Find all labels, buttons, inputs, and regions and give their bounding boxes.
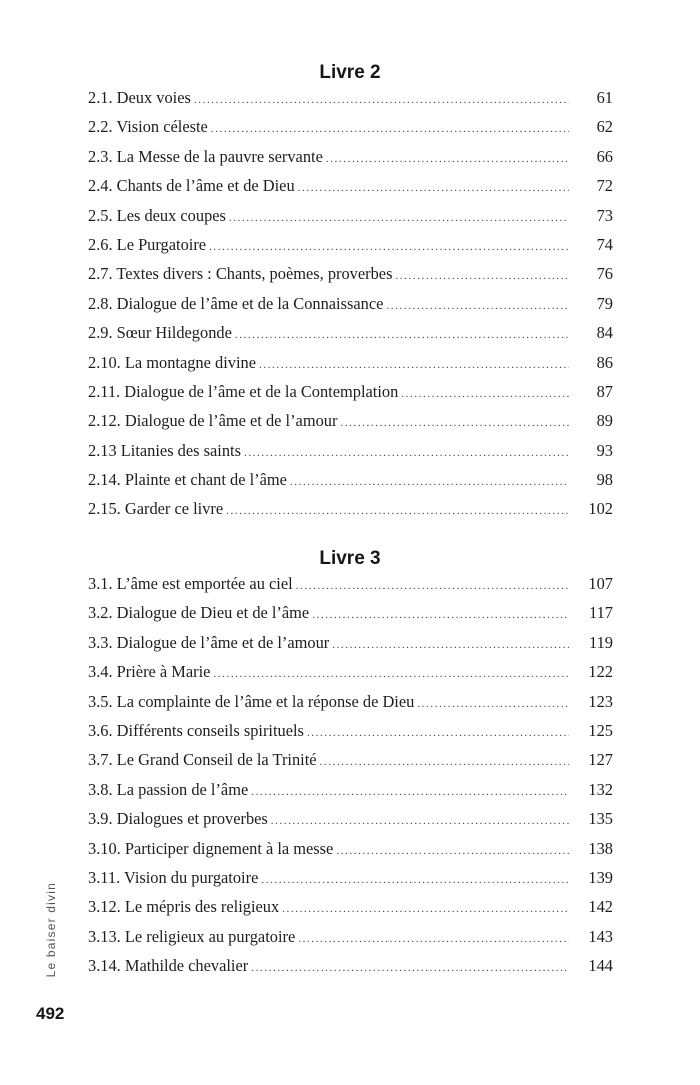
toc-entry-title: 2.2. Vision céleste bbox=[88, 117, 208, 137]
dot-leader bbox=[340, 417, 569, 429]
dot-leader bbox=[290, 476, 569, 488]
toc-entry bbox=[88, 750, 613, 779]
dot-leader bbox=[332, 639, 569, 651]
toc-entry-title: 2.12. Dialogue de l’âme et de l’amour bbox=[88, 411, 338, 431]
dot-leader bbox=[235, 329, 569, 341]
dot-leader bbox=[307, 727, 569, 739]
toc-entry-title: 2.6. Le Purgatoire bbox=[88, 234, 207, 254]
toc-entry bbox=[88, 603, 613, 632]
toc-entry-title: 3.10. Participer dignement à la messe bbox=[88, 838, 334, 858]
toc-entry-page: 79 bbox=[596, 293, 613, 313]
toc-entry-title: 3.5. La complainte de l’âme et la réponse de Dieu bbox=[88, 691, 415, 711]
dot-leader bbox=[213, 668, 569, 680]
toc-entry-title: 2.4. Chants de l’âme et de Dieu bbox=[88, 176, 295, 196]
dot-leader bbox=[271, 815, 569, 827]
dot-leader bbox=[211, 123, 569, 135]
dot-leader bbox=[298, 933, 569, 945]
toc-entry bbox=[88, 839, 613, 868]
toc-entry bbox=[88, 868, 613, 897]
dot-leader bbox=[401, 388, 569, 400]
book3-heading: Livre 3 bbox=[319, 548, 381, 569]
toc-entry-title: 3.11. Vision du purgatoire bbox=[88, 867, 259, 887]
toc-entry-title: 2.13 Litanies des saints bbox=[88, 440, 241, 460]
toc-entry bbox=[88, 147, 613, 176]
toc-entry-title: 2.1. Deux voies bbox=[88, 88, 191, 107]
book2-heading: Livre 2 bbox=[319, 62, 381, 83]
toc-entry-title: 3.2. Dialogue de Dieu et de l’âme bbox=[88, 603, 310, 623]
toc-entry-title: 2.8. Dialogue de l’âme et de la Connaissance bbox=[88, 293, 384, 313]
toc-entry bbox=[88, 294, 613, 323]
dot-leader bbox=[226, 505, 569, 517]
toc-entry-title: 2.7. Textes divers : Chants, poèmes, proverbes bbox=[88, 264, 393, 284]
toc-entry-title: 2.14. Plainte et chant de l’âme bbox=[88, 470, 287, 490]
toc-entry-title: 3.13. Le religieux au purgatoire bbox=[88, 926, 296, 946]
dot-leader bbox=[386, 300, 569, 312]
toc-entry-page: 73 bbox=[596, 205, 613, 225]
toc-entry-page: 127 bbox=[588, 750, 613, 770]
toc-entry-title: 3.6. Différents conseils spirituels bbox=[88, 720, 304, 740]
page-number: 492 bbox=[36, 1004, 65, 1023]
dot-leader bbox=[229, 212, 569, 224]
toc-entry-title: 3.4. Prière à Marie bbox=[88, 662, 211, 682]
toc-entry-page: 86 bbox=[596, 352, 613, 372]
toc-entry bbox=[88, 927, 613, 956]
dot-leader bbox=[194, 94, 569, 106]
toc-entry bbox=[88, 897, 613, 926]
dot-leader bbox=[417, 698, 569, 710]
toc-entry-page: 117 bbox=[589, 603, 613, 623]
toc-entry bbox=[88, 574, 613, 603]
dot-leader bbox=[244, 447, 569, 459]
toc-entry-title: 3.3. Dialogue de l’âme et de l’amour bbox=[88, 632, 330, 652]
toc-entry-page: 135 bbox=[588, 809, 613, 829]
book2-toc bbox=[88, 88, 613, 529]
toc-entry-page: 76 bbox=[596, 264, 613, 284]
dot-leader bbox=[395, 270, 569, 282]
toc-entry-title: 3.12. Le mépris des religieux bbox=[88, 897, 280, 917]
dot-leader bbox=[282, 903, 569, 915]
toc-entry-page: 143 bbox=[588, 926, 613, 946]
toc-entry bbox=[88, 956, 613, 985]
toc-entry-page: 125 bbox=[588, 720, 613, 740]
toc-entry bbox=[88, 264, 613, 293]
toc-entry-page: 138 bbox=[588, 838, 613, 858]
toc-entry-page: 98 bbox=[596, 470, 613, 490]
toc-entry-page: 144 bbox=[588, 956, 613, 976]
dot-leader bbox=[320, 756, 569, 768]
toc-entry bbox=[88, 809, 613, 838]
dot-leader bbox=[209, 241, 569, 253]
dot-leader bbox=[298, 182, 569, 194]
toc-entry bbox=[88, 411, 613, 440]
dot-leader bbox=[261, 874, 569, 886]
toc-entry bbox=[88, 692, 613, 721]
toc-entry bbox=[88, 235, 613, 264]
toc-entry-title: 2.9. Sœur Hildegonde bbox=[88, 323, 232, 343]
toc-entry bbox=[88, 721, 613, 750]
toc-entry bbox=[88, 88, 613, 117]
toc-entry-page: 61 bbox=[596, 88, 613, 107]
toc-entry-title: 3.1. L’âme est emportée au ciel bbox=[88, 574, 293, 593]
toc-entry-page: 72 bbox=[596, 176, 613, 196]
toc-entry-title: 2.10. La montagne divine bbox=[88, 352, 256, 372]
toc-entry-page: 74 bbox=[596, 234, 613, 254]
toc-entry bbox=[88, 470, 613, 499]
toc-entry-title: 2.11. Dialogue de l’âme et de la Contemplation bbox=[88, 381, 399, 401]
toc-entry-title: 3.14. Mathilde chevalier bbox=[88, 956, 249, 976]
toc-entry-page: 132 bbox=[588, 779, 613, 799]
toc-entry-page: 142 bbox=[588, 897, 613, 917]
toc-entry bbox=[88, 780, 613, 809]
toc-entry-page: 123 bbox=[588, 691, 613, 711]
toc-entry bbox=[88, 353, 613, 382]
toc-entry bbox=[88, 662, 613, 691]
toc-entry-page: 84 bbox=[596, 323, 613, 343]
toc-entry-title: 3.8. La passion de l’âme bbox=[88, 779, 249, 799]
toc-entry bbox=[88, 499, 613, 528]
toc-entry bbox=[88, 176, 613, 205]
toc-entry bbox=[88, 206, 613, 235]
toc-entry bbox=[88, 323, 613, 352]
dot-leader bbox=[259, 359, 569, 371]
toc-entry-page: 119 bbox=[589, 632, 613, 652]
dot-leader bbox=[251, 786, 569, 798]
toc-entry-page: 102 bbox=[588, 499, 613, 519]
dot-leader bbox=[251, 962, 569, 974]
dot-leader bbox=[312, 609, 569, 621]
toc-entry-page: 122 bbox=[588, 662, 613, 682]
toc-entry bbox=[88, 117, 613, 146]
toc-entry bbox=[88, 633, 613, 662]
toc-entry-title: 2.15. Garder ce livre bbox=[88, 499, 224, 519]
dot-leader bbox=[336, 845, 569, 857]
running-title: Le baiser divin bbox=[44, 882, 58, 978]
toc-entry bbox=[88, 382, 613, 411]
toc-entry-title: 2.3. La Messe de la pauvre servante bbox=[88, 146, 323, 166]
toc-entry bbox=[88, 441, 613, 470]
toc-entry-page: 62 bbox=[596, 117, 613, 137]
book3-toc bbox=[88, 574, 613, 985]
toc-entry-page: 87 bbox=[596, 381, 613, 401]
dot-leader bbox=[296, 580, 569, 592]
toc-entry-page: 139 bbox=[588, 867, 613, 887]
toc-entry-page: 89 bbox=[596, 411, 613, 431]
toc-entry-page: 107 bbox=[588, 574, 613, 593]
dot-leader bbox=[326, 153, 569, 165]
toc-entry-page: 66 bbox=[596, 146, 613, 166]
toc-entry-title: 2.5. Les deux coupes bbox=[88, 205, 226, 225]
toc-entry-title: 3.9. Dialogues et proverbes bbox=[88, 809, 268, 829]
toc-entry-page: 93 bbox=[596, 440, 613, 460]
toc-entry-title: 3.7. Le Grand Conseil de la Trinité bbox=[88, 750, 317, 770]
